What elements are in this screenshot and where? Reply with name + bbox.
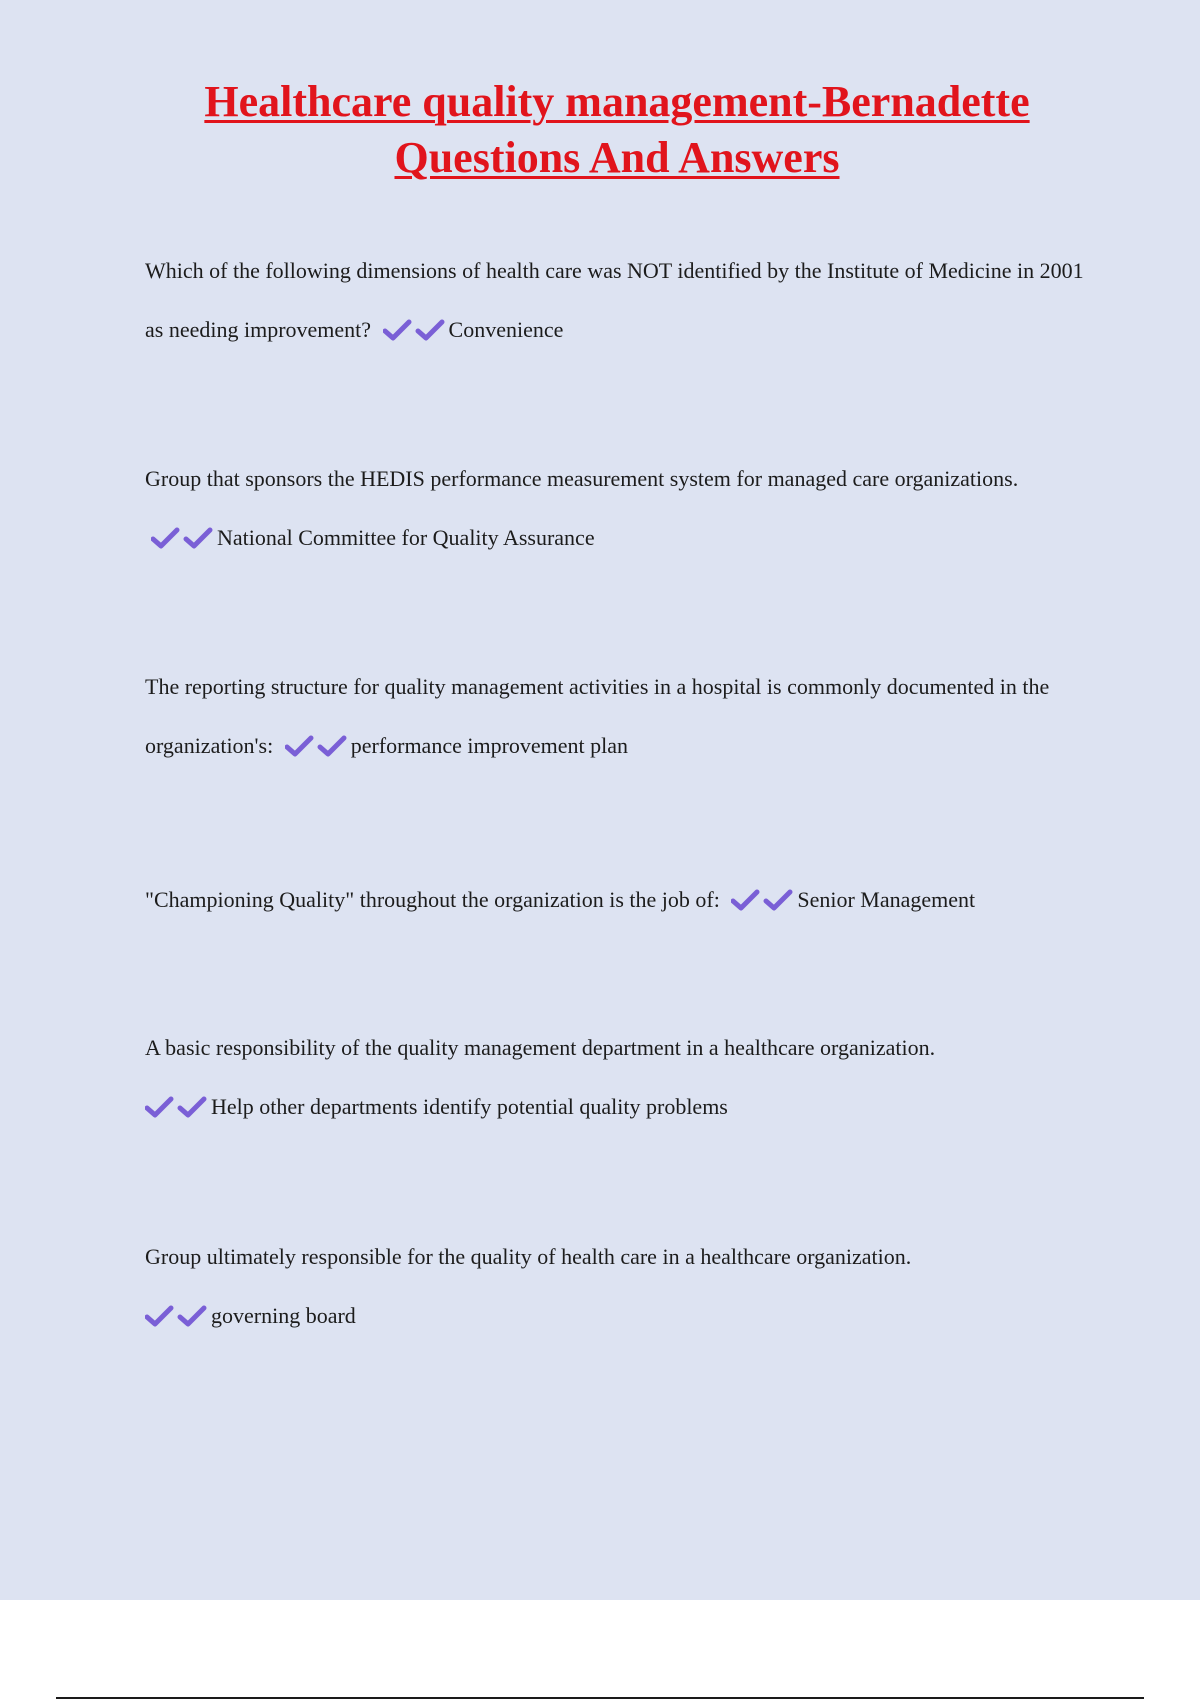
qa-item: [145, 657, 1085, 775]
double-check-icon: [731, 889, 793, 911]
double-check-icon: [383, 319, 445, 341]
question-text: Group ultimately responsible for the quality of health care in a healthcare organization.: [145, 1244, 912, 1269]
double-check-icon: [145, 1096, 207, 1118]
qa-item: [145, 449, 1085, 567]
qa-item: [145, 1018, 1085, 1136]
document-title: [0, 74, 1200, 186]
qa-item: [145, 870, 1085, 929]
answer-text: performance improvement plan: [350, 733, 629, 758]
answer-text: Convenience: [448, 317, 564, 342]
answer-text: governing board: [211, 1303, 356, 1328]
double-check-icon: [151, 527, 213, 549]
answer-text: Help other departments identify potential quality problems: [211, 1094, 728, 1119]
question-text: "Championing Quality" throughout the organization is the job of:: [145, 887, 720, 912]
double-check-icon: [285, 735, 347, 757]
qa-item: [145, 241, 1085, 359]
question-text: Group that sponsors the HEDIS performance measurement system for managed care organizations.: [145, 466, 1019, 491]
qa-item: [145, 1227, 1085, 1345]
question-text: A basic responsibility of the quality management department in a healthcare organization.: [145, 1035, 936, 1060]
title-line-1: Healthcare quality management-Bernadette: [204, 77, 1030, 126]
answer-text: National Committee for Quality Assurance: [217, 525, 595, 550]
question-text: Which of the following dimensions of health care was NOT identified by the Institute of Medicine in 2001 as needing improvement?: [145, 258, 1084, 342]
double-check-icon: [145, 1305, 207, 1327]
footer-divider: [56, 1697, 1144, 1699]
answer-text: Senior Management: [797, 887, 976, 912]
title-line-2: Questions And Answers: [394, 133, 840, 182]
question-text: The reporting structure for quality management activities in a hospital is commonly documented in the organization's:: [145, 674, 1050, 758]
